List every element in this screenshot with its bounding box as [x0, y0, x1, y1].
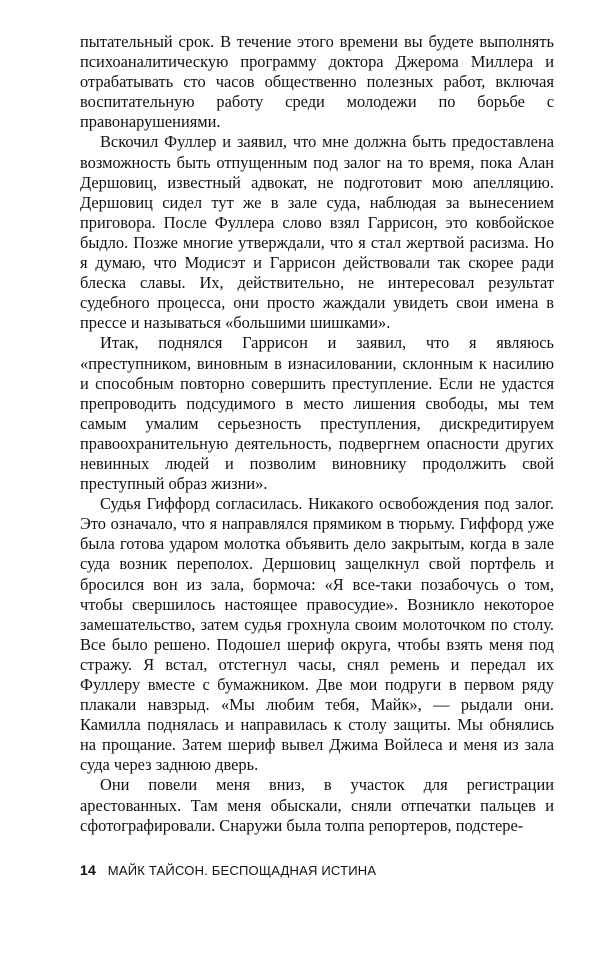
- paragraph-4: Судья Гиффорд согласилась. Никакого освобождения под залог. Это означало, что я направлялся прямиком в тюрьму. Гиффорд уже была готова ударом молотка объявить дело закрытым, когда в зале суда возник переполох. Дершовиц защелкнул свой портфель и бросился вон из зала, бормоча: «Я все-таки позабочусь о том, чтобы свершилось настоящее правосудие». Возникло некоторое замешательство, затем судья грохнула своим молоточком по столу. Все было решено. Подошел шериф округа, чтобы взять меня под стражу. Я встал, отстегнул часы, снял ремень и передал их Фуллеру вместе с бумажником. Две мои подруги в первом ряду плакали навзрыд. «Мы любим тебя, Майк», — рыдали они. Камилла поднялась и направилась к столу защиты. Мы обнялись на прощание. Затем шериф вывел Джима Войлеса и меня из зала суда через заднюю дверь.: [80, 494, 554, 775]
- paragraph-3: Итак, поднялся Гаррисон и заявил, что я являюсь «преступником, виновным в изнасиловании, склонным к насилию и способным повторно совершить преступление. Если не удастся препроводить подсудимого в место лишения свободы, мы тем самым умалим серьезность преступления, дискредитируем правоохранительную деятельность, подвергнем опасности других невинных людей и позволим виновнику продолжить свой преступный образ жизни».: [80, 333, 554, 494]
- paragraph-2: Вскочил Фуллер и заявил, что мне должна быть предоставлена возможность быть отпущенным под залог на то время, пока Алан Дершовиц, известный адвокат, не подготовит мою апелляцию. Дершовиц сидел тут же в зале суда, наблюдая за вынесением приговора. После Фуллера слово взял Гаррисон, это ковбойское быдло. Позже многие утверждали, что я стал жертвой расизма. Но я думаю, что Модисэт и Гаррисон действовали так скорее ради блеска славы. Их, действительно, не интересовал результат судебного процесса, они просто жаждали увидеть свои имена в прессе и называться «большими шишками».: [80, 132, 554, 333]
- page-number: 14: [80, 862, 96, 878]
- paragraph-5: Они повели меня вниз, в участок для регистрации арестованных. Там меня обыскали, сняли отпечатки пальцев и сфотографировали. Снаружи была толпа репортеров, подстере-: [80, 775, 554, 835]
- page-footer: [80, 862, 554, 878]
- running-title: МАЙК ТАЙСОН. БЕСПОЩАДНАЯ ИСТИНА: [107, 863, 377, 878]
- paragraph-1: пытательный срок. В течение этого времени вы будете выполнять психоаналитическую программу доктора Джерома Миллера и отрабатывать сто часов общественно полезных работ, включая воспитательную работу среди молодежи по борьбе с правонарушениями.: [80, 32, 554, 132]
- body-text: [80, 32, 554, 836]
